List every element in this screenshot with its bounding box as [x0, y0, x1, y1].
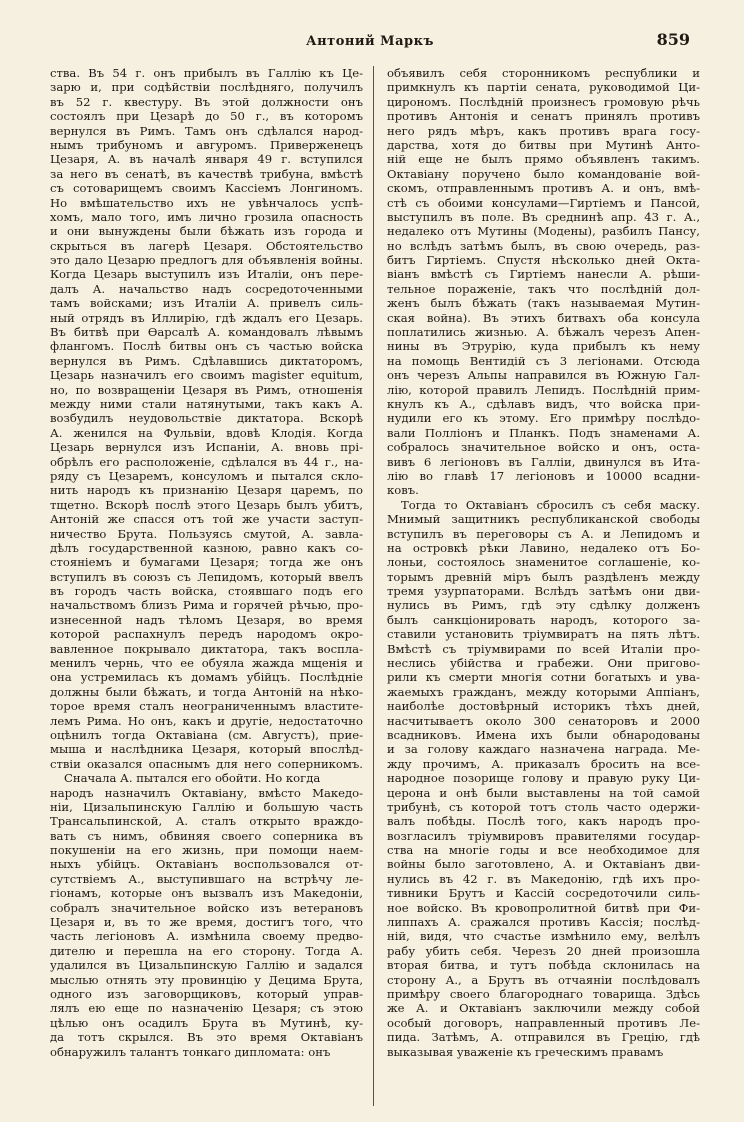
text-line: насчитываетъ около 300 сенаторовъ и 2000	[387, 713, 700, 728]
text-line: рили къ смерти многія сотни богатыхъ и ува-	[387, 670, 700, 685]
page-number: 859	[656, 30, 690, 49]
text-line: Цезаря, А. въ началѣ января 49 г. вступился	[50, 152, 363, 167]
text-line: ный отрядъ въ Иллирію, гдѣ ждалъ его Цезарь.	[50, 310, 363, 325]
left-column	[50, 66, 363, 1106]
text-line: Цезарь вернулся изъ Испаніи, А. вновь прі-	[50, 440, 363, 455]
text-columns	[50, 66, 700, 1106]
text-line: хомъ, мало того, имъ лично грозила опасность	[50, 209, 363, 224]
text-line: изнесенной надъ тѣломъ Цезаря, во время	[50, 612, 363, 627]
text-line: скомъ, отправленнымъ противъ А. и онъ, вмѣ-	[387, 181, 700, 196]
text-line: особый договоръ, направленный противъ Ле-	[387, 1015, 700, 1030]
text-line: скрыться въ лагерѣ Цезаря. Обстоятельство	[50, 238, 363, 253]
text-line: неслись убійства и грабежи. Они пригово-	[387, 656, 700, 671]
text-line: Цезарь назначилъ его своимъ magister equitum,	[50, 368, 363, 383]
text-line: нулись въ Римъ, гдѣ эту сдѣлку долженъ	[387, 598, 700, 613]
text-line: флангомъ. Послѣ битвы онъ съ частью войска	[50, 339, 363, 354]
text-line: вторая битва, и тутъ побѣда склонилась на	[387, 958, 700, 973]
text-line: нудили его къ этому. Его примѣру послѣдо-	[387, 411, 700, 426]
text-line: примѣру своего благороднаго товарища. Здѣсь	[387, 987, 700, 1001]
text-line: онъ черезъ Альпы направился въ Южную Гал-	[387, 368, 700, 383]
text-line: вивъ 6 легіоновъ въ Галліи, двинулся въ Ита-	[387, 454, 700, 469]
text-line: ства на многіе годы и все необходимое для	[387, 843, 700, 858]
text-line: торое время сталъ неограниченнымъ властите-	[50, 699, 363, 714]
text-line: которой распахнулъ передъ народомъ окро-	[50, 627, 363, 642]
text-line: всадниковъ. Имена ихъ были обнародованы	[387, 727, 700, 742]
text-line: Антоній же спасся отъ той же участи заступ-	[50, 512, 363, 527]
text-line: нины въ Этрурію, куда прибылъ къ нему	[387, 339, 700, 354]
text-line: липпахъ А. сражался противъ Кассія; послѣд-	[387, 915, 700, 930]
text-line: ніи, Цизальпинскую Галлію и большую часть	[50, 799, 363, 814]
text-line: цѣлью онъ осадилъ Брута въ Мутинѣ, ку-	[50, 1015, 363, 1030]
text-line: за него въ сенатѣ, въ качествѣ трибуна, вмѣстѣ	[50, 166, 363, 181]
text-line: наиболѣе достовѣрный историкъ тѣхъ дней,	[387, 699, 700, 714]
text-line: она устремилась къ домамъ убійцъ. Послѣдніе	[50, 670, 363, 685]
text-line: ничество Брута. Пользуясь смутой, А. завла-	[50, 526, 363, 541]
text-line: съ сотоварищемъ своимъ Кассіемъ Лонгиномъ.	[50, 181, 363, 196]
text-line: покушеніи на его жизнь, при помощи наем-	[50, 843, 363, 858]
text-line: ская война). Въ этихъ битвахъ оба консула	[387, 310, 700, 325]
text-line: лію во главѣ 17 легіоновъ и 10000 всадни-	[387, 468, 700, 483]
text-line: Вмѣстѣ съ тріумвирами по всей Италіи про-	[387, 641, 700, 656]
text-line: гіонамъ, которые онъ вызвалъ изъ Македоніи,	[50, 886, 363, 901]
text-line: одного изъ заговорщиковъ, который управ-	[50, 987, 363, 1001]
text-line: Трансальпинской, А. сталъ открыто враждо-	[50, 814, 363, 829]
text-line: и за голову каждаго назначена награда. Ме-	[387, 742, 700, 757]
text-line: мыслью отнять эту провинцію у Децима Брута,	[50, 972, 363, 987]
text-line: жду прочимъ, А. приказалъ бросить на все-	[387, 756, 700, 771]
text-line: нить народъ къ признанію Цезаря царемъ, по	[50, 483, 363, 498]
text-line: кнулъ къ А., сдѣлавъ видъ, что войска при-	[387, 396, 700, 411]
text-line: него рядъ мѣръ, какъ противъ врага госу-	[387, 123, 700, 138]
text-line: Въ битвѣ при Ѳарсалѣ А. командовалъ лѣвымъ	[50, 325, 363, 340]
text-line: на островкѣ рѣки Лавино, недалеко отъ Бо-	[387, 540, 700, 555]
right-column	[387, 66, 700, 1106]
text-line: стѣ съ обоими консулами—Гиртіемъ и Пансой,	[387, 195, 700, 210]
text-line: обнаружилъ талантъ тонкаго дипломата: онъ	[50, 1044, 331, 1059]
text-line: ства. Въ 54 г. онъ прибылъ въ Галлію къ Це-	[50, 66, 363, 80]
text-line: Цезаря и, въ то же время, достигъ того, что	[50, 915, 363, 930]
text-line: Мнимый защитникъ республиканской свободы	[387, 512, 700, 527]
text-line: віанъ вмѣстѣ съ Гиртіемъ нанесли А. рѣши-	[387, 267, 700, 282]
text-line: удалился въ Цизальпинскую Галлію и задался	[50, 958, 363, 973]
text-line: лоньи, состоялось знаменитое соглашеніе, ко-	[387, 555, 700, 570]
text-line: Сначала А. пытался его обойти. Но когда	[64, 771, 321, 786]
text-line: пида. Затѣмъ, А. отправился въ Грецію, гдѣ	[387, 1030, 700, 1045]
text-line: дарства, хотя до битвы при Мутинѣ Анто-	[387, 137, 700, 152]
text-line: должны были бѣжать, и тогда Антоній на нѣко-	[50, 684, 363, 699]
text-line: часть легіоновъ А. измѣнила своему предво-	[50, 929, 363, 944]
text-line: церона и онѣ были выставлены на той самой	[387, 785, 700, 800]
text-line: тивники Брутъ и Кассій сосредоточили силь-	[387, 886, 700, 901]
text-line: народъ назначилъ Октавіану, вмѣсто Македо-	[50, 785, 363, 800]
text-line: ковъ.	[387, 483, 419, 498]
text-line: ставили установить тріумвиратъ на пять лѣтъ.	[387, 627, 700, 642]
running-head: Антоний Маркъ	[306, 34, 434, 49]
text-line: дѣлъ государственной казною, равно какъ со-	[50, 540, 363, 555]
text-line: примкнулъ къ партіи сената, руководимой Ци-	[387, 80, 700, 95]
page-header	[50, 30, 690, 58]
text-line: менилъ чернь, что ее обуяла жажда мщенія и	[50, 656, 363, 671]
text-line: недалеко отъ Мутины (Модены), разбилъ Пансу,	[387, 224, 700, 239]
text-line: рабу убить себя. Черезъ 20 дней произошла	[387, 943, 700, 958]
text-line: обрѣлъ его расположеніе, сдѣлался въ 44 г., на-	[50, 454, 363, 469]
text-line: А. женился на Фульвіи, вдовѣ Клодія. Когда	[50, 425, 363, 440]
text-line: войны было заготовлено, А. и Октавіанъ дви-	[387, 857, 700, 872]
text-line: между ними стали натянутыми, такъ какъ А.	[50, 396, 363, 411]
text-line: вать съ нимъ, обвиняя своего соперника въ	[50, 828, 363, 843]
text-line: нулись въ 42 г. въ Македонію, гдѣ ихъ про-	[387, 871, 700, 886]
text-line: состоялъ при Цезарѣ до 50 г., въ которомъ	[50, 109, 363, 124]
text-line: же А. и Октавіанъ заключили между собой	[387, 1001, 700, 1016]
text-line: ряду съ Цезаремъ, консуломъ и пытался скло-	[50, 468, 363, 483]
text-line: лялъ ею еще по назначенію Цезаря; съ этою	[50, 1001, 363, 1016]
text-line: сутствіемъ А., выступившаго на встрѣчу ле-	[50, 871, 363, 886]
text-line: ній еще не былъ прямо объявленъ такимъ.	[387, 152, 700, 167]
text-line: на помощь Вентидій съ 3 легіонами. Отсюда	[387, 353, 700, 368]
text-line: тамъ войсками; изъ Италіи А. привелъ силь-	[50, 296, 363, 311]
text-line: возбудилъ неудовольствіе диктатора. Вскорѣ	[50, 411, 363, 426]
text-line: тельное пораженіе, такъ что послѣдній дол-	[387, 281, 700, 296]
text-line: тремя узурпаторами. Вслѣдъ затѣмъ они дви-	[387, 584, 700, 599]
text-line: жаемыхъ гражданъ, между которыми Аппіанъ,	[387, 684, 700, 699]
text-line: стояніемъ и бумагами Цезаря; тогда же онъ	[50, 555, 363, 570]
text-line: былъ санкціонировать народъ, которого за-	[387, 612, 700, 627]
text-line: дителю и перешла на его сторону. Тогда А.	[50, 943, 363, 958]
text-line: нымъ трибуномъ и авгуромъ. Приверженецъ	[50, 137, 363, 152]
text-line: начальствомъ близъ Рима и горячей рѣчью, про-	[50, 598, 363, 613]
text-line: лію, которой правилъ Лепидъ. Послѣдній прим-	[387, 382, 700, 397]
text-line: собралъ значительное войско изъ ветерановъ	[50, 900, 363, 915]
text-line: далъ А. начальство надъ сосредоточенными	[50, 281, 363, 296]
text-line: это дало Цезарю предлогъ для объявленія войны.	[50, 253, 363, 268]
text-line: вступилъ въ переговоры съ А. и Лепидомъ и	[387, 526, 700, 541]
text-line: вступилъ въ союзъ съ Лепидомъ, который ввелъ	[50, 569, 363, 584]
text-line: валъ побѣды. Послѣ того, какъ народъ про-	[387, 814, 700, 829]
text-line: Октавіану поручено было командованіе вой-	[387, 166, 700, 181]
text-line: возгласилъ тріумвировъ правителями государ-	[387, 828, 700, 843]
text-line: ное войско. Въ кровопролитной битвѣ при Фи-	[387, 900, 700, 915]
text-line: цирономъ. Послѣдній произнесъ громовую рѣчь	[387, 94, 700, 109]
text-line: Тогда то Октавіанъ сбросилъ съ себя маску.	[401, 497, 700, 512]
text-line: ній, видя, что счастье измѣнило ему, велѣлъ	[387, 929, 700, 944]
text-line: тщетно. Вскорѣ послѣ этого Цезарь былъ убитъ,	[50, 497, 363, 512]
column-divider	[373, 66, 374, 1106]
text-line: но, по возвращеніи Цезаря въ Римъ, отношенія	[50, 382, 363, 397]
text-line: поплатились жизнью. А. бѣжалъ черезъ Апен-	[387, 325, 700, 340]
text-line: женъ былъ бѣжать (такъ называемая Мутин-	[387, 296, 700, 311]
text-line: собралось значительное войско и онъ, оста-	[387, 440, 700, 455]
text-line: Когда Цезарь выступилъ изъ Италіи, онъ пере-	[50, 267, 363, 282]
text-line: но вслѣдъ затѣмъ былъ, въ свою очередь, раз-	[387, 238, 700, 253]
text-line: Но вмѣшательство ихъ не увѣнчалось успѣ-	[50, 195, 363, 210]
text-line: вали Поллiонъ и Планкъ. Подъ знаменами А.	[387, 425, 700, 440]
text-line: оцѣнилъ тогда Октавіана (см. Августъ), прие-	[50, 727, 363, 742]
text-line: и они вынуждены были бѣжать изъ города и	[50, 224, 363, 239]
text-line: торымъ древній міръ былъ раздѣленъ между	[387, 569, 700, 584]
text-line: народное позорище голову и правую руку Ци-	[387, 771, 700, 786]
text-line: трибунѣ, съ которой тотъ столь часто одержи-	[387, 799, 700, 814]
text-line: въ 52 г. квестуру. Въ этой должности онъ	[50, 94, 363, 109]
text-line: сторону А., а Брутъ въ отчаяніи послѣдовалъ	[387, 972, 700, 987]
text-line: вавленное покрывало диктатора, такъ воспла-	[50, 641, 363, 656]
text-line: мыша и наслѣдника Цезаря, который впослѣд-	[50, 742, 363, 757]
text-line: противъ Антонія и сенатъ принялъ противъ	[387, 109, 700, 124]
text-line: выказывая уваженіе къ греческимъ правамъ	[387, 1044, 664, 1059]
text-line: ствіи оказался опаснымъ для него соперникомъ.	[50, 756, 363, 771]
text-line: зарю и, при содѣйствіи послѣдняго, получилъ	[50, 80, 363, 95]
text-line: вернулся въ Римъ. Тамъ онъ сдѣлался народ-	[50, 123, 363, 138]
text-line: въ городъ часть войска, стоявшаго подъ его	[50, 584, 363, 599]
text-line: вернулся въ Римъ. Сдѣлавшись диктаторомъ,	[50, 353, 363, 368]
text-line: лемъ Рима. Но онъ, какъ и другіе, недостаточно	[50, 713, 363, 728]
text-line: объявилъ себя сторонникомъ республики и	[387, 66, 700, 80]
text-line: битъ Гиртіемъ. Спустя нѣсколько дней Окта-	[387, 253, 700, 268]
text-line: да тотъ скрылся. Въ это время Октавіанъ	[50, 1030, 363, 1045]
text-line: ныхъ убійцъ. Октавіанъ воспользовался от-	[50, 857, 363, 872]
text-line: выступилъ въ поле. Въ среднинѣ апр. 43 г. А.,	[387, 209, 700, 224]
